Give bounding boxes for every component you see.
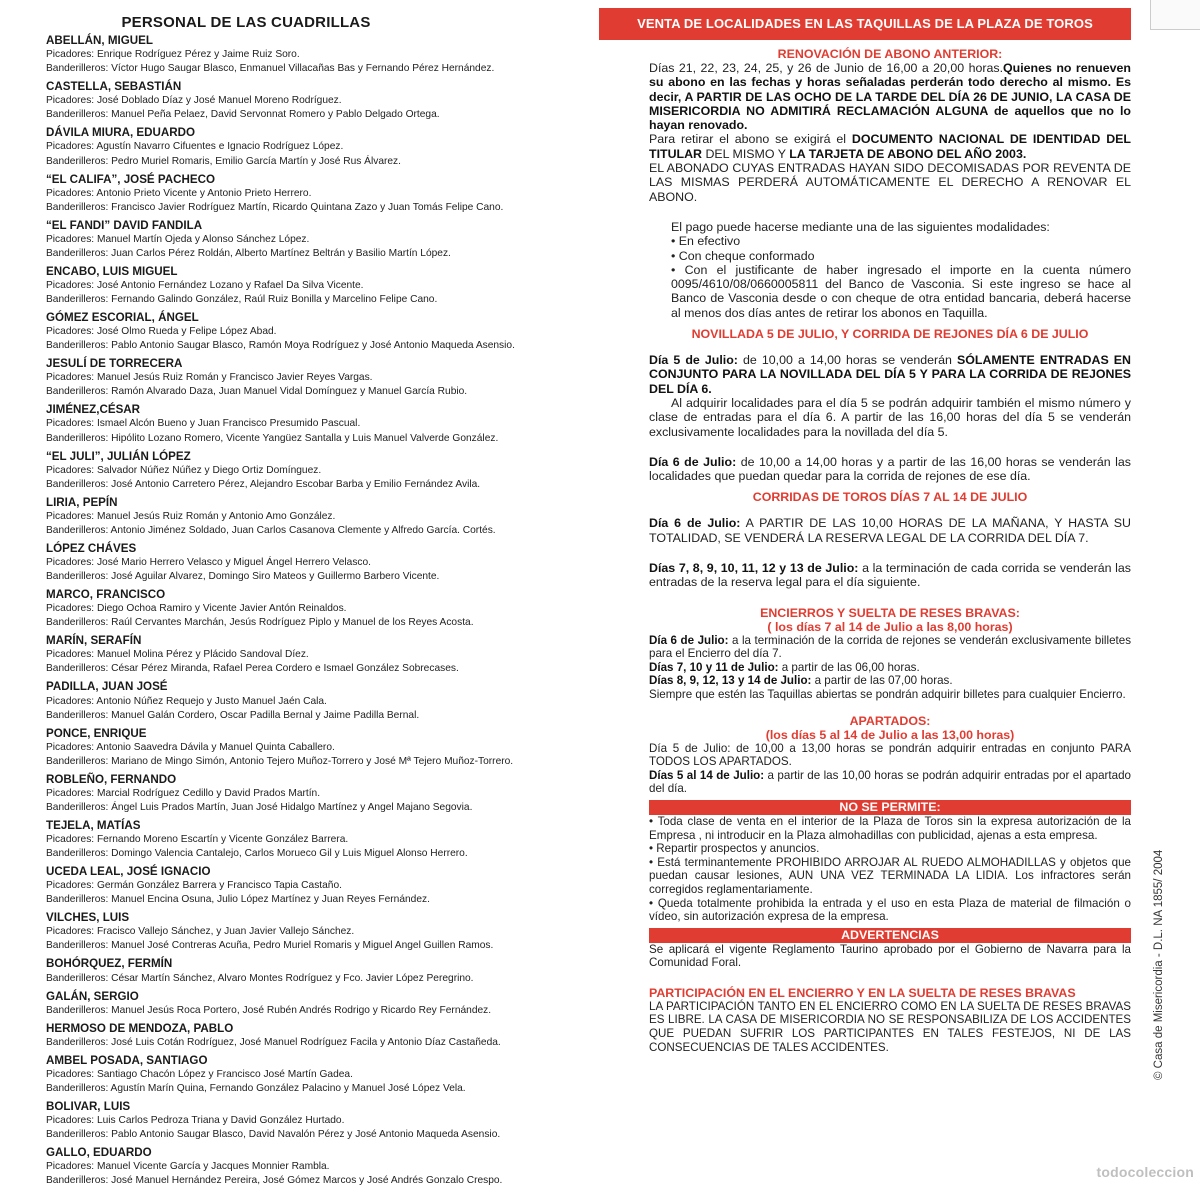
picadores-line: Picadores: Diego Ochoa Ramiro y Vicente Javier Antón Reinaldos. [46, 603, 347, 615]
matador-name: “EL FANDI” DAVID FANDILA [46, 218, 203, 232]
matador-name: ROBLEÑO, FERNANDO [46, 772, 177, 786]
cuadrilla-entry [46, 34, 576, 76]
matador-name: GALLO, EDUARDO [46, 1146, 152, 1160]
matador-name: VILCHES, LUIS [46, 911, 130, 925]
cuadrilla-entry [46, 634, 576, 676]
matador-name: JESULÍ DE TORRECERA [46, 357, 183, 371]
banderilleros-line: Banderilleros: Manuel Jesús Roca Portero, José Rubén Andrés Rodrigo y Ricardo Rey Fernández. [46, 1004, 492, 1016]
cuadrillas-title: PERSONAL DE LAS CUADRILLAS [121, 14, 371, 31]
retirar-abono-text: Para retirar el abono se exigirá el DOCUMENTO NACIONAL DE IDENTIDAD DEL TITULAR DEL MISMO Y LA TARJETA DE ABONO DEL AÑO 2003. [649, 132, 1131, 161]
cuadrilla-entry [46, 357, 576, 399]
cuadrilla-entry [46, 311, 576, 353]
picadores-line: Picadores: Salvador Núñez Núñez y Diego Ortiz Domínguez. [46, 464, 322, 476]
matador-name: AMBEL POSADA, SANTIAGO [46, 1053, 208, 1067]
cuadrilla-entry [46, 865, 576, 907]
matador-name: MARÍN, SERAFÍN [46, 634, 142, 648]
entries-list [46, 34, 576, 1188]
picadores-line: Picadores: José Mario Herrero Velasco y Miguel Ángel Herrero Velasco. [46, 556, 372, 568]
page-corner [1150, 0, 1200, 30]
pago-item-justificante: • Con el justificante de haber ingresado el importe en la cuenta número 0095/4610/08/0660005811 del Banco de Vasconia. Si este ingreso se hace al Banco de Vasconia desde o con cheque de otra entidad bancaria, deberá hacerse al menos dos días antes de retirar los abonos en Taquilla. [671, 262, 1131, 320]
matador-name: MARCO, FRANCISCO [46, 588, 166, 602]
cuadrilla-entry [46, 1022, 576, 1050]
matador-name: ABELLÁN, MIGUEL [46, 34, 153, 47]
apartados-dias-text: Días 5 al 14 de Julio: a partir de las 10,00 horas se podrán adquirir entradas por el apartado del día. [649, 768, 1131, 796]
cuadrilla-entry [46, 819, 576, 861]
cuadrilla-entry [46, 1100, 576, 1142]
cuadrilla-entry [46, 588, 576, 630]
matador-name: BOLIVAR, LUIS [46, 1099, 131, 1113]
matador-name: “EL CALIFA”, JOSÉ PACHECO [46, 172, 215, 186]
banderilleros-line: Banderilleros: Manuel José Contreras Acuña, Pedro Muriel Romaris y Miguel Angel Guillen Ramos. [46, 940, 494, 952]
picadores-line: Picadores: Germán González Barrera y Francisco Tapia Castaño. [46, 880, 342, 892]
banderilleros-line: Banderilleros: César Pérez Miranda, Rafael Perea Cordero e Ismael González Sobrecases. [46, 663, 459, 675]
banderilleros-line: Banderilleros: César Martín Sánchez, Alvaro Montes Rodríguez y Fco. Javier López Peregrino. [46, 972, 474, 984]
banderilleros-line: Banderilleros: Víctor Hugo Saugar Blasco, Enmanuel Villacañas Bas y Fernando Pérez Hernández. [46, 63, 495, 75]
banderilleros-line: Banderilleros: José Aguilar Alvarez, Domingo Siro Mateos y Guillermo Barbero Vicente. [46, 571, 440, 583]
encierros-dias-7-10-11-text: Días 7, 10 y 11 de Julio: a partir de las 06,00 horas. [649, 660, 920, 674]
picadores-line: Picadores: José Olmo Rueda y Felipe López Abad. [46, 326, 277, 338]
matador-name: PADILLA, JUAN JOSÉ [46, 680, 168, 694]
matador-name: LÓPEZ CHÁVES [46, 541, 137, 555]
apartados-heading: APARTADOS: [849, 713, 931, 728]
banderilleros-line: Banderilleros: Raúl Cervantes Marchán, Jesús Rodríguez Piplo y Manuel de los Reyes Acosta. [46, 617, 474, 629]
prohibicion-prospectos-item: • Repartir prospectos y anuncios. [649, 842, 820, 856]
prohibicion-venta-item: • Toda clase de venta en el interior de la Plaza de Toros sin la expresa autorización de la Empresa , ni introducir en la Plaza almohadillas con publicidad, ajenas a esta empresa. [649, 814, 1131, 842]
cuadrilla-entry [46, 1054, 576, 1096]
banderilleros-line: Banderilleros: Juan Carlos Pérez Roldán, Alberto Martínez Beltrán y Basilio Martín López. [46, 247, 451, 259]
taquillas-banner: VENTA DE LOCALIDADES EN LAS TAQUILLAS DE LA PLAZA DE TOROS [599, 8, 1131, 40]
banderilleros-line: Banderilleros: Ramón Alvarado Daza, Juan Manuel Vidal Domínguez y Manuel García Rubio. [46, 386, 468, 398]
decomiso-text: EL ABONADO CUYAS ENTRADAS HAYAN SIDO DECOMISADAS POR REVENTA DE LAS MISMAS PERDERÁ AUTOMÁTICAMENTE EL DERECHO A RENOVAR EL ABONO. [649, 161, 1131, 204]
cuadrilla-entry [46, 80, 576, 122]
picadores-line: Picadores: Manuel Jesús Ruiz Román y Francisco Javier Reyes Vargas. [46, 372, 373, 384]
encierros-subheading: ( los días 7 al 14 de Julio a las 8,00 horas) [767, 619, 1013, 634]
apartados-dia5-text: Día 5 de Julio: de 10,00 a 13,00 horas se pondrán adquirir entradas en conjunto PARA TODOS LOS APARTADOS. [649, 741, 1131, 769]
banderilleros-line: Banderilleros: Manuel Encina Osuna, Julio López Martínez y Juan Reyes Fernández. [46, 894, 430, 906]
cuadrilla-entry [46, 496, 576, 538]
banderilleros-line: Banderilleros: Antonio Jiménez Soldado, Juan Carlos Casanova Clemente y Alfredo García. Cortés. [46, 524, 496, 536]
novillada-adquirir-text: Al adquirir localidades para el día 5 se podrán adquirir también el mismo número y clase de entradas para el día 6. A partir de las 16,00 horas del día 5 se venderán exclusivamente localidades para la novillada del día 5. [649, 395, 1131, 439]
cuadrilla-entry [46, 265, 576, 307]
novillada-dia6-text: Día 6 de Julio: de 10,00 a 14,00 horas y a partir de las 16,00 horas se venderán las localidades que puedan quedar para la corrida de rejones de ese día. [649, 454, 1132, 484]
cuadrilla-entry [46, 680, 576, 722]
banderilleros-line: Banderilleros: Hipólito Lozano Romero, Vicente Yangüez Santalla y Luis Manuel Valverde González. [46, 432, 499, 444]
banderilleros-line: Banderilleros: José Antonio Carretero Pérez, Alejandro Escobar Barba y Emilio Fernández Avila. [46, 478, 481, 490]
picadores-line: Picadores: Manuel Jesús Ruiz Román y Antonio Amo González. [46, 510, 336, 522]
pago-text: El pago puede hacerse mediante una de las siguientes modalidades: [671, 219, 1050, 234]
watermark-logo: todocoleccion [1096, 1164, 1194, 1180]
encierros-dias-8-14-text: Días 8, 9, 12, 13 y 14 de Julio: a partir de las 07,00 horas. [649, 674, 953, 688]
cuadrilla-entry [46, 542, 576, 584]
matador-name: CASTELLA, SEBASTIÁN [46, 80, 182, 94]
renovacion-heading: RENOVACIÓN DE ABONO ANTERIOR: [777, 47, 1003, 61]
encierros-taquillas-text: Siempre que estén las Taquillas abiertas se pondrán adquirir billetes para cualquier Encierro. [649, 687, 1126, 701]
cuadrilla-entry [46, 990, 576, 1018]
banderilleros-line: Banderilleros: Pedro Muriel Romaris, Emilio García Martín y José Rus Álvarez. [46, 155, 401, 167]
no-se-permite-bar: NO SE PERMITE: [649, 800, 1131, 815]
picadores-line: Picadores: José Doblado Díaz y José Manuel Moreno Rodríguez. [46, 95, 342, 107]
banderilleros-line: Banderilleros: Francisco Javier Rodríguez Martín, Ricardo Quintana Zazo y Juan Tomás Felipe Cano. [46, 201, 504, 213]
novillada-dia5-text: Día 5 de Julio: de 10,00 a 14,00 horas se venderán SÓLAMENTE ENTRADAS EN CONJUNTO PARA LA NOVILLADA DEL DÍA 5 Y PARA LA CORRIDA DE REJONES DEL DÍA 6. [649, 353, 1131, 396]
prohibicion-almohadillas-item: • Está terminantemente PROHIBIDO ARROJAR AL RUEDO ALMOHADILLAS y objetos que puedan causar lesiones, AUN UNA VEZ TERMINADA LA LIDIA. Los infractores serán corregidos reglamentariamente. [649, 855, 1131, 896]
legal-deposit-note: © Casa de Misericordia - D.L. NA 1855/ 2004 [1153, 849, 1165, 1080]
banderilleros-line: Banderilleros: Fernando Galindo González, Raúl Ruiz Bonilla y Marcelino Felipe Cano. [46, 294, 438, 306]
participacion-heading: PARTICIPACIÓN EN EL ENCIERRO Y EN LA SUELTA DE RESES BRAVAS [649, 985, 1076, 1000]
cuadrilla-entry [46, 911, 576, 953]
picadores-line: Picadores: Ismael Alcón Bueno y Juan Francisco Presumido Pascual. [46, 418, 361, 430]
cuadrilla-entry [46, 450, 576, 492]
pago-item-efectivo: • En efectivo [671, 234, 741, 249]
picadores-line: Picadores: Marcial Rodríguez Cedillo y David Prados Martín. [46, 787, 321, 799]
participacion-text: LA PARTICIPACIÓN TANTO EN EL ENCIERRO COMO EN LA SUELTA DE RESES BRAVAS ES LIBRE. LA CASA DE MISERICORDIA NO SE RESPONSABILIZA DE LOS ACCIDENTES QUE PUEDAN SUFRIR LOS PARTICIPANTES EN TALES FESTEJOS, NI DE LAS CONSECUENCIAS DE TALES ACCIDENTES. [649, 999, 1131, 1054]
banderilleros-line: Banderilleros: Domingo Valencia Cantalejo, Carlos Morueco Gil y Luis Miguel Alonso Herrero. [46, 848, 468, 860]
cuadrilla-entry [46, 1146, 576, 1188]
banderilleros-line: Banderilleros: Pablo Antonio Saugar Blasco, David Navalón Pérez y José Antonio Maqueda Asensio. [46, 1129, 501, 1141]
banderilleros-line: Banderilleros: Ángel Luis Prados Martín, Juan José Hidalgo Martínez y Angel Majano Segovia. [46, 801, 473, 813]
matador-name: ENCABO, LUIS MIGUEL [46, 264, 178, 278]
picadores-line: Picadores: Antonio Prieto Vicente y Antonio Prieto Herrero. [46, 187, 312, 199]
matador-name: PONCE, ENRIQUE [46, 726, 147, 740]
cuadrilla-entry [46, 727, 576, 769]
banderilleros-line: Banderilleros: Pablo Antonio Saugar Blasco, Ramón Moya Rodríguez y José Antonio Maqueda Asensio. [46, 340, 515, 352]
novillada-heading: NOVILLADA 5 DE JULIO, Y CORRIDA DE REJONES DÍA 6 DE JULIO [691, 327, 1089, 342]
taquillas-column [637, 8, 1132, 1054]
matador-name: TEJELA, MATÍAS [46, 818, 141, 832]
prohibicion-filmacion-item: • Queda totalmente prohibida la entrada y el uso en esta Plaza de material de filmación o vídeo, sin autorización expresa de la empresa. [649, 896, 1131, 924]
matador-name: BOHÓRQUEZ, FERMÍN [46, 957, 173, 971]
matador-name: UCEDA LEAL, JOSÉ IGNACIO [46, 865, 211, 879]
cuadrillas-column [46, 14, 576, 1188]
matador-name: GALÁN, SERGIO [46, 989, 139, 1003]
encierros-dia6-text: Día 6 de Julio: a la terminación de la corrida de rejones se venderán exclusivamente billetes para el Encierro del día 7. [649, 633, 1131, 661]
renovacion-text: Días 21, 22, 23, 24, 25, y 26 de Junio de 16,00 a 20,00 horas.Quienes no renueven su abono en las fechas y horas señaladas perderán todo derecho al mismo. Es decir, A PARTIR DE LAS OCHO DE LA TARDE DEL DÍA 26 DE JUNIO, LA CASA DE MISERICORDIA NO ADMITIRÁ RECLAMACIÓN ALGUNA de aquellos que no lo hayan renovado. [649, 61, 1131, 133]
corridas-heading: CORRIDAS DE TOROS DÍAS 7 AL 14 DE JULIO [752, 490, 1028, 505]
picadores-line: Picadores: Antonio Núñez Requejo y Justo Manuel Jaén Cala. [46, 695, 327, 707]
cuadrilla-entry [46, 173, 576, 215]
matador-name: DÁVILA MIURA, EDUARDO [46, 126, 195, 140]
picadores-line: Picadores: Enrique Rodríguez Pérez y Jaime Ruiz Soro. [46, 49, 300, 61]
cuadrilla-entry [46, 403, 576, 445]
matador-name: “EL JULI”, JULIÁN LÓPEZ [46, 449, 191, 463]
picadores-line: Picadores: Manuel Martín Ojeda y Alonso Sánchez López. [46, 233, 310, 245]
corridas-dias-text: Días 7, 8, 9, 10, 11, 12 y 13 de Julio: a la terminación de cada corrida se venderán las entradas de la reserva legal para el día siguiente. [649, 561, 1131, 590]
cuadrilla-entry [46, 773, 576, 815]
cuadrilla-entry [46, 219, 576, 261]
picadores-line: Picadores: Agustín Navarro Cifuentes e Ignacio Rodríguez López. [46, 141, 344, 153]
encierros-heading: ENCIERROS Y SUELTA DE RESES BRAVAS: [760, 605, 1020, 620]
apartados-subheading: (los días 5 al 14 de Julio a las 13,00 horas) [765, 727, 1015, 742]
corridas-dia6-text: Día 6 de Julio: A PARTIR DE LAS 10,00 HORAS DE LA MAÑANA, Y HASTA SU TOTALIDAD, SE VENDERÁ LA RESERVA LEGAL DE LA CORRIDA DEL DÍA 7. [649, 516, 1132, 545]
advertencias-bar: ADVERTENCIAS [649, 928, 1131, 943]
picadores-line: Picadores: José Antonio Fernández Lozano y Rafael Da Silva Vicente. [46, 279, 364, 291]
banderilleros-line: Banderilleros: José Manuel Hernández Pereira, José Gómez Marcos y José Andrés Gonzalo Crespo. [46, 1175, 503, 1187]
banderilleros-line: Banderilleros: Agustín Marín Quina, Fernando González Palacino y Manuel José López Vela. [46, 1082, 466, 1094]
advertencias-text: Se aplicará el vigente Reglamento Taurino aprobado por el Gobierno de Navarra para la Comunidad Foral. [649, 942, 1131, 970]
banderilleros-line: Banderilleros: Manuel Galán Cordero, Oscar Padilla Bernal y Jaime Padilla Bernal. [46, 709, 420, 721]
picadores-line: Picadores: Fracisco Vallejo Sánchez, y Juan Javier Vallejo Sánchez. [46, 926, 355, 938]
picadores-line: Picadores: Manuel Vicente García y Jacques Monnier Rambla. [46, 1161, 330, 1173]
picadores-line: Picadores: Luis Carlos Pedroza Triana y David González Hurtado. [46, 1114, 345, 1126]
cuadrilla-entry [46, 126, 576, 168]
picadores-line: Picadores: Santiago Chacón López y Francisco José Martín Gadea. [46, 1068, 353, 1080]
pago-item-cheque: • Con cheque conformado [671, 248, 815, 263]
picadores-line: Picadores: Manuel Molina Pérez y Plácido Sandoval Díez. [46, 649, 309, 661]
cuadrilla-entry [46, 957, 576, 985]
matador-name: JIMÉNEZ,CÉSAR [46, 403, 141, 417]
picadores-line: Picadores: Antonio Saavedra Dávila y Manuel Quinta Caballero. [46, 741, 335, 753]
matador-name: LIRIA, PEPÍN [46, 495, 118, 509]
banderilleros-line: Banderilleros: José Luis Cotán Rodríguez, José Manuel Rodríguez Facila y Antonio Díaz Castañeda. [46, 1036, 501, 1048]
banderilleros-line: Banderilleros: Mariano de Mingo Simón, Antonio Tejero Muñoz-Torrero y José Mª Tejero Muñoz-Torrero. [46, 755, 514, 767]
banderilleros-line: Banderilleros: Manuel Peña Pelaez, David Servonnat Romero y Pablo Delgado Ortega. [46, 109, 440, 121]
picadores-line: Picadores: Fernando Moreno Escartín y Vicente González Barrera. [46, 834, 349, 846]
matador-name: HERMOSO DE MENDOZA, PABLO [46, 1021, 234, 1035]
matador-name: GÓMEZ ESCORIAL, ÁNGEL [46, 311, 199, 325]
